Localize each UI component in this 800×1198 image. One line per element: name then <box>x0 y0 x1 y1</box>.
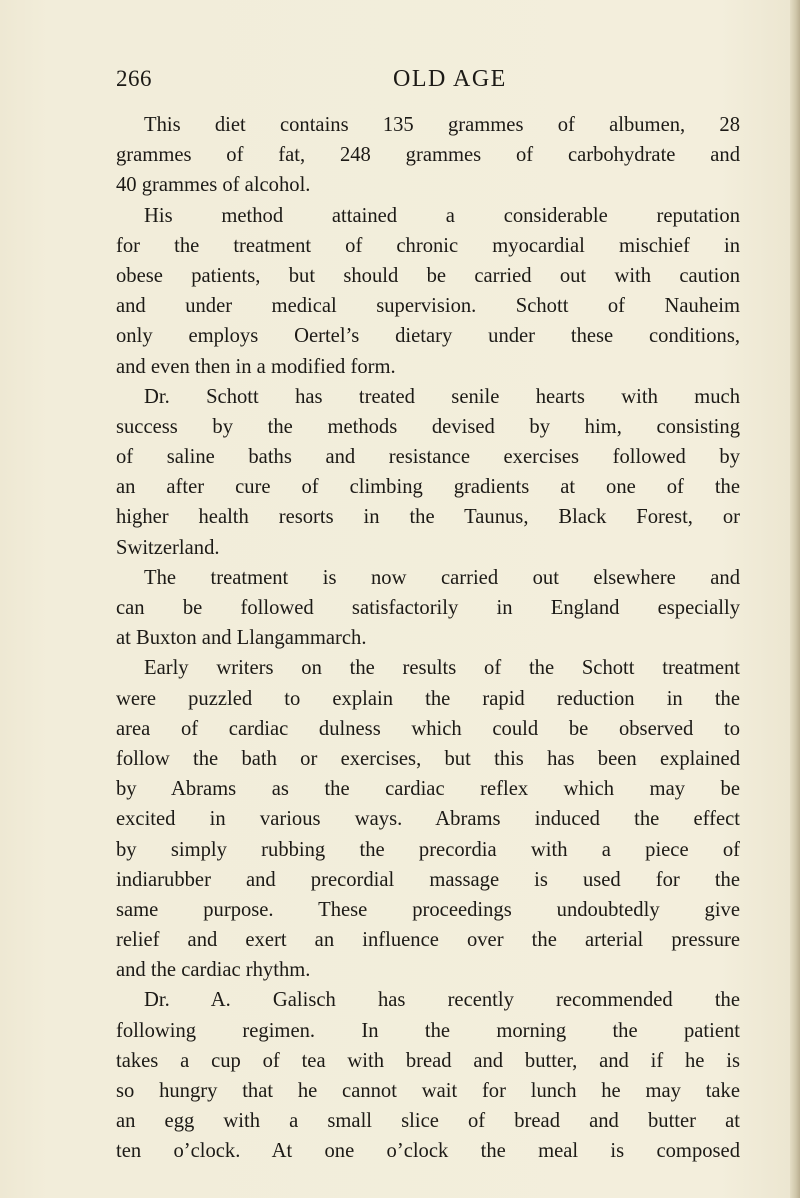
page-number: 266 <box>116 66 152 91</box>
text-line: takes a cup of tea with bread and butter, and if he is <box>116 1049 740 1072</box>
text-line: were puzzled to explain the rapid reduction in the <box>116 687 740 710</box>
text-line: ten o’clock. At one o’clock the meal is composed <box>116 1140 740 1163</box>
text-line: so hungry that he cannot wait for lunch he may take <box>116 1080 740 1102</box>
page-header <box>116 66 736 100</box>
text-line: by Abrams as the cardiac reflex which may be <box>116 778 740 801</box>
text-line: Switzerland. <box>116 536 220 559</box>
text-line: The treatment is now carried out elsewhere and <box>144 566 740 589</box>
text-line: obese patients, but should be carried out with caution <box>116 264 740 287</box>
text-line: This diet contains 135 grammes of albumen, 28 <box>144 114 740 136</box>
text-line: and under medical supervision. Schott of Nauheim <box>116 295 740 318</box>
text-line: excited in various ways. Abrams induced the effect <box>116 808 740 831</box>
text-line: at Buxton and Llangammarch. <box>116 627 367 650</box>
text-line: higher health resorts in the Taunus, Black Forest, or <box>116 506 740 529</box>
text-line: grammes of fat, 248 grammes of carbohydrate and <box>116 144 740 167</box>
text-line: same purpose. These proceedings undoubtedly give <box>116 898 740 921</box>
text-line: and even then in a modified form. <box>116 355 396 378</box>
text-line: relief and exert an influence over the arterial pressure <box>116 929 740 952</box>
text-line: His method attained a considerable reputation <box>144 204 740 227</box>
text-line: an egg with a small slice of bread and butter at <box>116 1110 740 1133</box>
running-title: OLD AGE <box>393 66 507 92</box>
text-line: 40 grammes of alcohol. <box>116 174 311 197</box>
text-line: success by the methods devised by him, consisting <box>116 415 740 438</box>
text-line: an after cure of climbing gradients at one of the <box>116 476 740 499</box>
text-line: following regimen. In the morning the patient <box>116 1019 740 1042</box>
text-line: for the treatment of chronic myocardial mischief in <box>116 234 740 257</box>
text-line: Dr. A. Galisch has recently recommended the <box>144 989 740 1012</box>
text-line: Dr. Schott has treated senile hearts with much <box>144 385 740 408</box>
body-text <box>116 110 740 1167</box>
text-line: can be followed satisfactorily in England especially <box>116 597 740 619</box>
text-line: Early writers on the results of the Schott treatment <box>144 657 740 680</box>
text-line: and the cardiac rhythm. <box>116 959 311 982</box>
text-line: of saline baths and resistance exercises followed by <box>116 446 740 469</box>
page-edge-shadow <box>790 0 800 1198</box>
text-line: indiarubber and precordial massage is used for the <box>116 868 740 891</box>
text-line: follow the bath or exercises, but this has been explained <box>116 747 740 770</box>
text-line: area of cardiac dulness which could be observed to <box>116 717 740 740</box>
text-line: only employs Oertel’s dietary under these conditions, <box>116 325 740 348</box>
text-line: by simply rubbing the precordia with a piece of <box>116 838 740 861</box>
